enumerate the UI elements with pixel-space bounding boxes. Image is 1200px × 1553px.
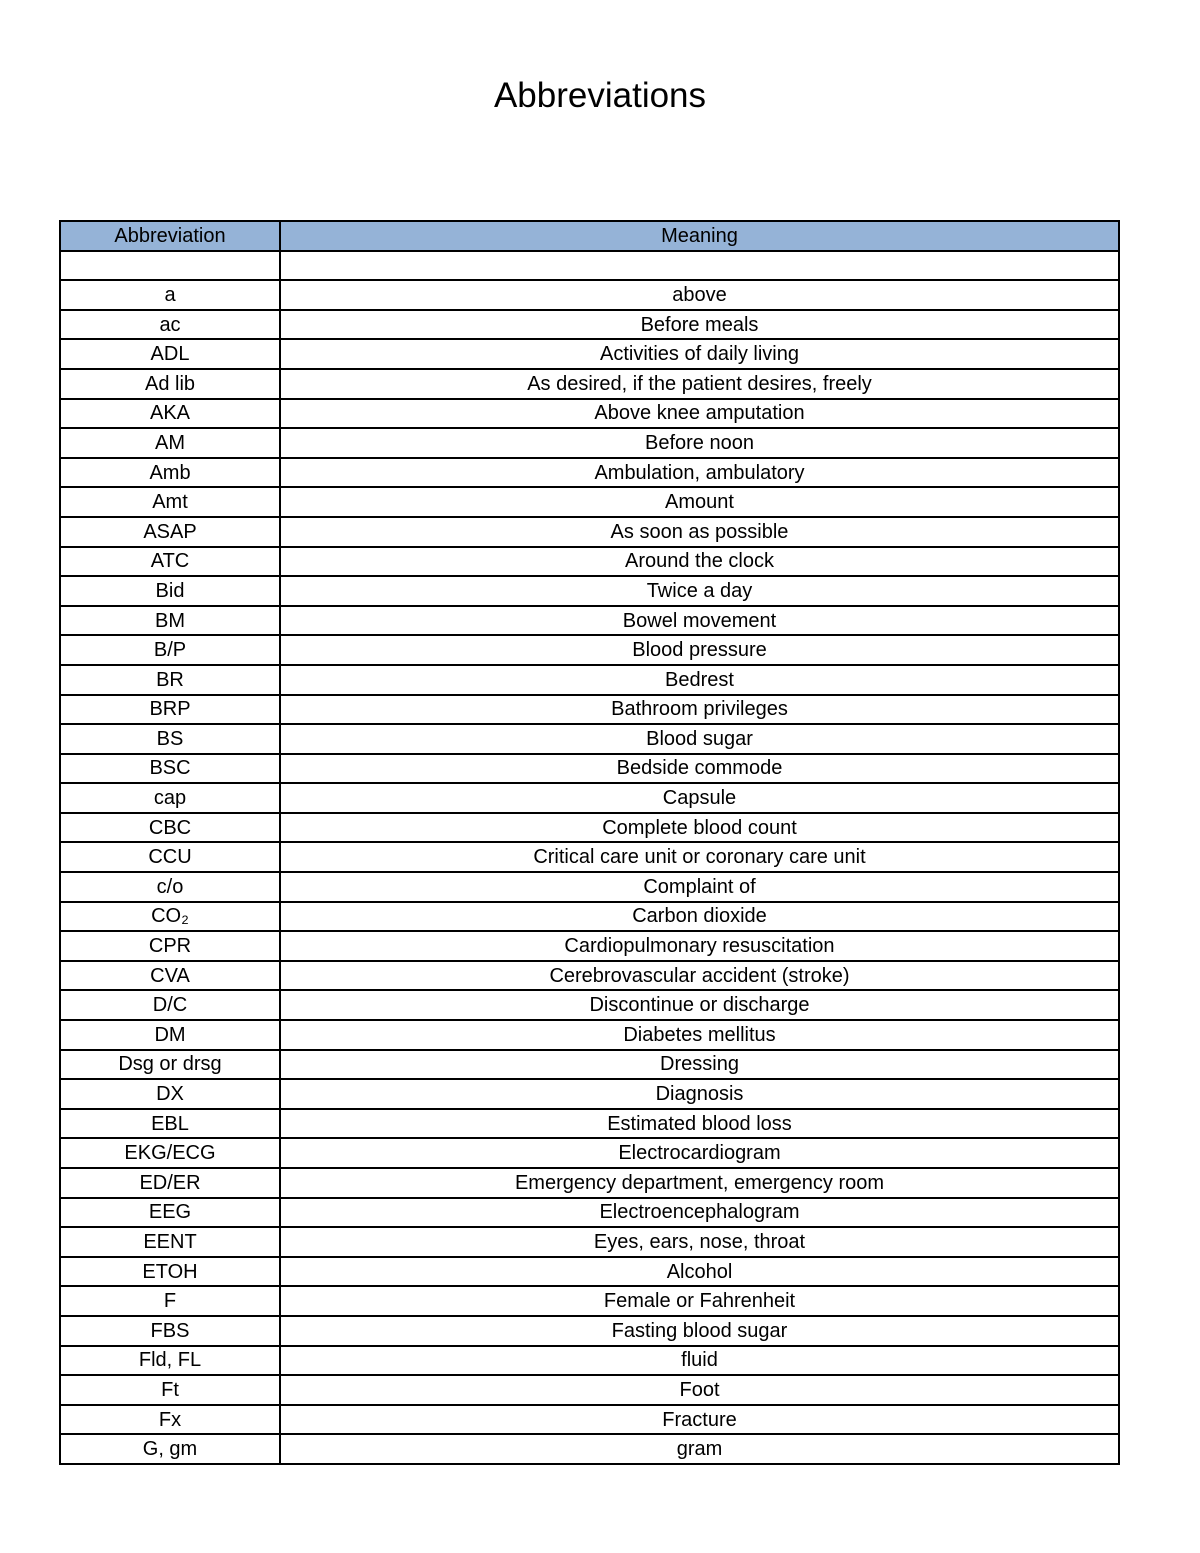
column-header-meaning: Meaning (280, 221, 1119, 251)
table-row (60, 280, 1119, 310)
table-row (60, 487, 1119, 517)
meaning-cell: Activities of daily living (280, 339, 1119, 369)
abbreviation-cell: FBS (60, 1316, 280, 1346)
page-title: Abbreviations (493, 76, 707, 115)
table-row (60, 1286, 1119, 1316)
meaning-cell: Before meals (280, 310, 1119, 340)
table-row (60, 724, 1119, 754)
table-row (60, 1405, 1119, 1435)
abbreviation-cell: D/C (60, 990, 280, 1020)
table-row (60, 1198, 1119, 1228)
meaning-cell: Dressing (280, 1050, 1119, 1080)
table-header-row (60, 221, 1119, 251)
abbreviation-cell: Ad lib (60, 369, 280, 399)
meaning-cell: Before noon (280, 428, 1119, 458)
meaning-cell: Foot (280, 1375, 1119, 1405)
meaning-cell: Carbon dioxide (280, 902, 1119, 932)
table-row (60, 1375, 1119, 1405)
table-row (60, 1050, 1119, 1080)
table-row (60, 754, 1119, 784)
table-row (60, 635, 1119, 665)
table-row (60, 606, 1119, 636)
abbreviation-cell: Dsg or drsg (60, 1050, 280, 1080)
abbreviation-cell: G, gm (60, 1434, 280, 1464)
meaning-cell: Amount (280, 487, 1119, 517)
meaning-cell: Blood pressure (280, 635, 1119, 665)
meaning-cell: Alcohol (280, 1257, 1119, 1287)
abbreviation-cell: CBC (60, 813, 280, 843)
meaning-cell: Female or Fahrenheit (280, 1286, 1119, 1316)
abbreviation-cell: ADL (60, 339, 280, 369)
table-row (60, 399, 1119, 429)
meaning-cell: Ambulation, ambulatory (280, 458, 1119, 488)
meaning-cell: Fasting blood sugar (280, 1316, 1119, 1346)
meaning-cell: fluid (280, 1346, 1119, 1376)
meaning-cell: Capsule (280, 783, 1119, 813)
abbreviation-cell: CO₂ (60, 902, 280, 932)
table-row (60, 1168, 1119, 1198)
meaning-cell (280, 251, 1119, 281)
table-row (60, 576, 1119, 606)
meaning-cell: Emergency department, emergency room (280, 1168, 1119, 1198)
table-row (60, 902, 1119, 932)
table-row (60, 310, 1119, 340)
meaning-cell: Around the clock (280, 547, 1119, 577)
abbreviation-cell: c/o (60, 872, 280, 902)
abbreviation-cell: Fld, FL (60, 1346, 280, 1376)
abbreviation-cell: EBL (60, 1109, 280, 1139)
abbreviation-cell: Amt (60, 487, 280, 517)
abbreviation-cell: BSC (60, 754, 280, 784)
abbreviation-cell: BS (60, 724, 280, 754)
meaning-cell: Fracture (280, 1405, 1119, 1435)
table-row (60, 1227, 1119, 1257)
meaning-cell: Bedside commode (280, 754, 1119, 784)
table-row (60, 1109, 1119, 1139)
meaning-cell: Diagnosis (280, 1079, 1119, 1109)
abbreviation-cell: ac (60, 310, 280, 340)
abbreviation-cell: F (60, 1286, 280, 1316)
abbreviation-cell: CCU (60, 842, 280, 872)
meaning-cell: Critical care unit or coronary care unit (280, 842, 1119, 872)
abbreviation-cell: ETOH (60, 1257, 280, 1287)
abbreviation-cell: AM (60, 428, 280, 458)
abbreviation-cell: EEG (60, 1198, 280, 1228)
meaning-cell: Complete blood count (280, 813, 1119, 843)
table-row (60, 1257, 1119, 1287)
table-row (60, 251, 1119, 281)
abbreviation-cell: BM (60, 606, 280, 636)
abbreviation-cell: ED/ER (60, 1168, 280, 1198)
abbreviation-cell: AKA (60, 399, 280, 429)
abbreviation-cell: Amb (60, 458, 280, 488)
abbreviation-cell: B/P (60, 635, 280, 665)
table-row (60, 369, 1119, 399)
table-row (60, 665, 1119, 695)
abbreviation-cell: DM (60, 1020, 280, 1050)
meaning-cell: As soon as possible (280, 517, 1119, 547)
table-row (60, 1138, 1119, 1168)
abbreviation-cell: EENT (60, 1227, 280, 1257)
table-row (60, 813, 1119, 843)
abbreviation-cell: Bid (60, 576, 280, 606)
table-row (60, 1346, 1119, 1376)
abbreviation-cell: ASAP (60, 517, 280, 547)
table-body (60, 251, 1119, 1464)
table-row (60, 990, 1119, 1020)
meaning-cell: Bathroom privileges (280, 695, 1119, 725)
abbreviation-cell: BRP (60, 695, 280, 725)
meaning-cell: gram (280, 1434, 1119, 1464)
meaning-cell: Diabetes mellitus (280, 1020, 1119, 1050)
table-row (60, 695, 1119, 725)
table-row (60, 961, 1119, 991)
column-header-abbreviation: Abbreviation (60, 221, 280, 251)
abbreviation-cell: Fx (60, 1405, 280, 1435)
table-row (60, 1079, 1119, 1109)
abbreviation-cell: ATC (60, 547, 280, 577)
abbreviations-table (59, 220, 1120, 1465)
abbreviation-cell: DX (60, 1079, 280, 1109)
abbreviation-cell: Ft (60, 1375, 280, 1405)
table-row (60, 547, 1119, 577)
meaning-cell: Electroencephalogram (280, 1198, 1119, 1228)
table-row (60, 783, 1119, 813)
meaning-cell: Cardiopulmonary resuscitation (280, 931, 1119, 961)
meaning-cell: Cerebrovascular accident (stroke) (280, 961, 1119, 991)
abbreviation-cell: a (60, 280, 280, 310)
table-row (60, 458, 1119, 488)
meaning-cell: Electrocardiogram (280, 1138, 1119, 1168)
table-row (60, 1020, 1119, 1050)
table-row (60, 1316, 1119, 1346)
abbreviation-cell: CVA (60, 961, 280, 991)
abbreviation-cell: cap (60, 783, 280, 813)
abbreviation-cell (60, 251, 280, 281)
meaning-cell: Bedrest (280, 665, 1119, 695)
meaning-cell: Twice a day (280, 576, 1119, 606)
meaning-cell: As desired, if the patient desires, freely (280, 369, 1119, 399)
table-row (60, 1434, 1119, 1464)
abbreviation-cell: BR (60, 665, 280, 695)
abbreviation-cell: CPR (60, 931, 280, 961)
meaning-cell: Estimated blood loss (280, 1109, 1119, 1139)
meaning-cell: above (280, 280, 1119, 310)
meaning-cell: Discontinue or discharge (280, 990, 1119, 1020)
meaning-cell: Above knee amputation (280, 399, 1119, 429)
meaning-cell: Complaint of (280, 872, 1119, 902)
table-row (60, 517, 1119, 547)
meaning-cell: Bowel movement (280, 606, 1119, 636)
table-row (60, 428, 1119, 458)
table-row (60, 339, 1119, 369)
table-row (60, 842, 1119, 872)
meaning-cell: Eyes, ears, nose, throat (280, 1227, 1119, 1257)
table-row (60, 872, 1119, 902)
table-row (60, 931, 1119, 961)
meaning-cell: Blood sugar (280, 724, 1119, 754)
abbreviation-cell: EKG/ECG (60, 1138, 280, 1168)
